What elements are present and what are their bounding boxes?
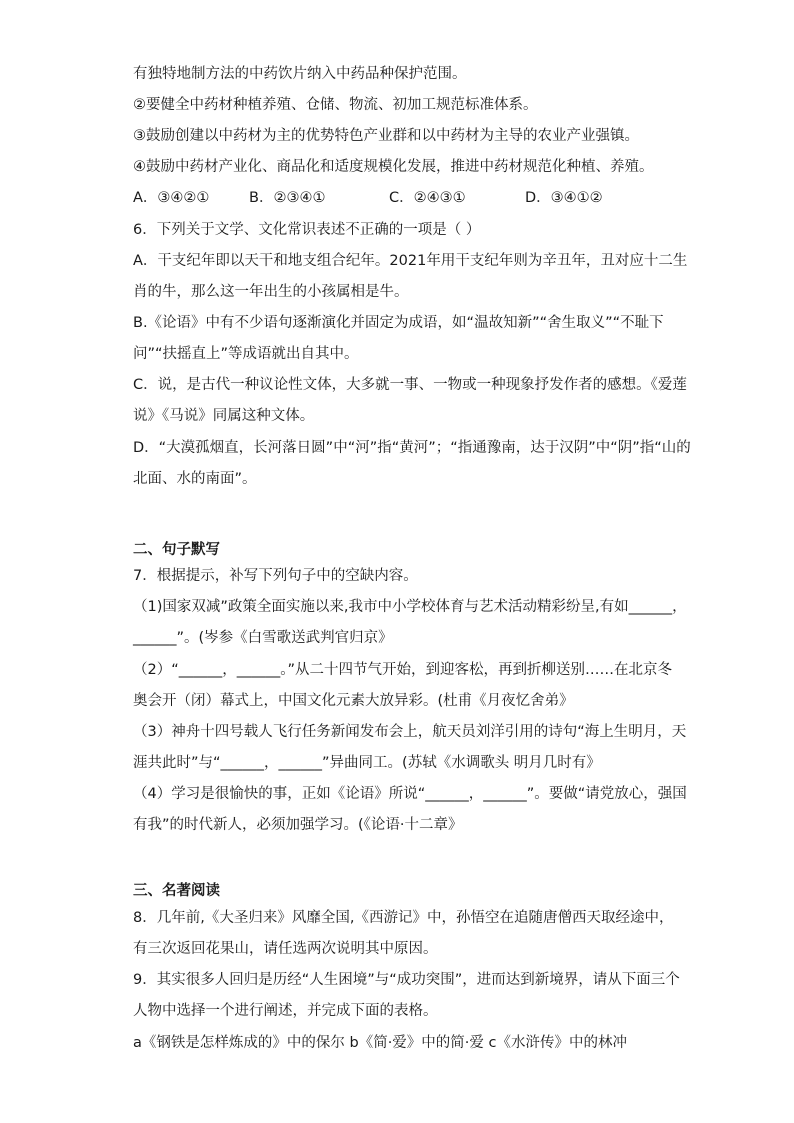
q6-option-b-line1: B.《论语》中有不少语句逐渐演化并固定为成语，如“温故知新”“舍生取义”“不耻下 <box>133 315 664 331</box>
q7-item2-line2: 奥会开（闭）幕式上，中国文化元素大放异彩。(杜甫《月夜忆舍弟》 <box>133 693 574 709</box>
q6-option-a-line2: 肖的牛，那么这一年出生的小孩属相是牛。 <box>133 284 409 300</box>
q7-item3-line1: （3）神舟十四号载人飞行任务新闻发布会上，航天员刘洋引用的诗句“海上生明月，天 <box>133 724 687 740</box>
q7-item2-line1: （2）“______，______。”从二十四节气开始，到迎客松，再到折柳送别……在北京冬 <box>133 662 672 678</box>
q5-statement-4: ④鼓励中药材产业化、商品化和适度规模化发展，推进中药材规范化种植、养殖。 <box>133 159 654 175</box>
q5-option-a: A．③④②① <box>133 190 210 206</box>
q9-line1: 9．其实很多人回归是历经“人生困境”与“成功突围”，进而达到新境界，请从下面三个 <box>133 972 680 988</box>
section-3-heading: 三、名著阅读 <box>133 883 220 899</box>
q5-option-c: C．②④③① <box>389 190 466 206</box>
q7-item1-line2: ______”。(岑参《白雪歌送武判官归京》 <box>133 630 393 646</box>
q7-item4-line2: 有我”的时代新人，必须加强学习。(《论语·十二章》 <box>133 817 463 833</box>
section-2-heading: 二、句子默写 <box>133 542 220 558</box>
q6-option-c-line1: C．说，是古代一种议论性文体，大多就一事、一物或一种现象抒发作者的感想。《爱莲 <box>133 377 687 393</box>
q5-options <box>133 188 673 208</box>
q6-option-c-line2: 说》《马说》同属这种文体。 <box>133 408 315 424</box>
q9-choices: a《钢铁是怎样炼成的》中的保尔 b《简·爱》中的简·爱 c《水浒传》中的林冲 <box>133 1035 627 1051</box>
q6-option-b-line2: 问”“扶摇直上”等成语就出自其中。 <box>133 346 359 362</box>
q6-option-d-line1: D．“大漠孤烟直，长河落日圆”中“河”指“黄河”；“指通豫南，达于汉阴”中“阴”指“山的 <box>133 440 691 456</box>
q5-statement-2: ②要健全中药材种植养殖、仓储、物流、初加工规范标准体系。 <box>133 97 538 113</box>
q5-option-b: B．②③④① <box>249 190 326 206</box>
q6-option-d-line2: 北面、水的南面”。 <box>133 471 257 487</box>
q5-statement-3: ③鼓励创建以中药材为主的优势特色产业群和以中药材为主导的农业产业强镇。 <box>133 128 639 144</box>
q6-option-a-line1: A．干支纪年即以天干和地支组合纪年。2021年用干支纪年则为辛丑年，丑对应十二生 <box>133 253 688 269</box>
q7-item1-line1: （1)国家双减”政策全面实施以来,我市中小学校体育与艺术活动精彩纷呈,有如______， <box>133 599 687 615</box>
q9-line2: 人物中选择一个进行阐述，并完成下面的表格。 <box>133 1003 438 1019</box>
q7-stem: 7．根据提示，补写下列句子中的空缺内容。 <box>133 568 418 584</box>
q5-continuation-line: 有独特地制方法的中药饮片纳入中药品种保护范围。 <box>133 66 467 82</box>
q5-option-d: D．③④①② <box>525 190 603 206</box>
q8-line2: 有三次返回花果山，请任选两次说明其中原因。 <box>133 941 438 957</box>
q7-item3-line2: 涯共此时”与“______，______”异曲同工。(苏轼《水调歌头 明月几时有》 <box>133 755 601 771</box>
q6-stem: 6．下列关于文学、文化常识表述不正确的一项是（ ） <box>133 222 481 238</box>
q7-item4-line1: （4）学习是很愉快的事，正如《论语》所说“______，______”。要做“请党放心，强国 <box>133 786 687 802</box>
q8-line1: 8．几年前,《大圣归来》风靡全国,《西游记》中，孙悟空在追随唐僧西天取经途中， <box>133 910 674 926</box>
